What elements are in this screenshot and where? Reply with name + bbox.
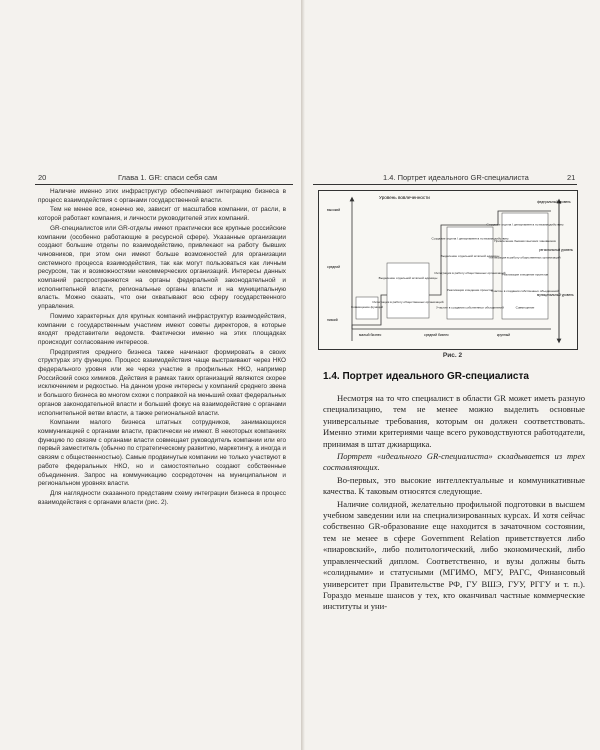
y-axis-title: Уровень вовлеченности [379,195,430,200]
y-level-label: низкий [327,318,338,322]
left-paragraph: GR-специалистов или GR-отделы имеют практически все крупные российские компании (особенно работающие в ресурсной сфере). Указанные организации создают большие отделы по взаимодействию, привлекают на работу бывших чиновников, при этом они имеют больше возможностей для организации системного процесса взаимодействия, так как могут пользоваться как личным ресурсом, так и возможностями некоммерческих организаций. Интересы данных компаний распространяются на органы федеральной законодательной и исполнительной власти, региональные органы власти и на муниципальную власть. Можно сказать, что они охватывают всю сферу государственного управления. [38,224,286,311]
diagram-node-label: Создание отдела / департамента по взаимодействию [431,236,509,241]
left-body-text [38,188,286,508]
diagram-node-label: Участие в создании собственных объединений [491,289,559,293]
right-level-label: муниципальный уровень [537,293,574,297]
column1-labels [351,305,383,309]
x-level-label: малый бизнес [359,333,382,337]
left-paragraph: Наличие именно этих инфраструктур обеспечивают интеграцию бизнеса в процесс взаимодействия с органами государственной власти. [38,188,286,204]
column2-box [387,263,429,318]
left-paragraph: Для наглядности сказанного представим схему интеграции бизнеса в процесс взаимодействия с органами власти (рис. 2). [38,489,286,506]
section-title: 1.4. Портрет идеального GR-специалиста [323,371,529,382]
left-paragraph: Помимо характерных для крупных компаний инфраструктур взаимодействия, компании с государственным участием имеют советы директоров, в которые входят представители ведомств. Фактически именно на этих площадках происходит согласование интересов. [38,312,286,346]
right-level-label: федеральный уровень [537,200,571,204]
integration-diagram [318,190,578,350]
diagram-node-label: Интеграция в работу общественных организаций [372,300,444,304]
left-header-rule [35,184,293,185]
right-paragraph: Наличие солидной, желательно профильной подготовки в высшем учебном заведении или на специализированных курсах. И хотя сейчас собственно GR-образование еще находится в зачаточном состоянии, тем не менее в сфере Government Relation приветствуется либо «пиаровский», либо политологический, либо экономический, либо управленческий диплом. Соответственно, и вузы должны быть «солидными» и статусными (МГИМО, МГУ, РАГС, Финансовый университет при Правительстве РФ, ГУ ВШЭ, ГУУ, РГГУ и т. п.). Гораздо меньше шансов у тех, кто оканчивал частные коммерческие институты и уни- [323,498,585,612]
left-page-number: 20 [38,173,47,182]
right-page [305,0,600,750]
right-page-number: 21 [567,173,576,182]
right-body-text [323,393,585,614]
diagram-canvas [319,191,577,349]
x-level-label: крупный [497,333,511,337]
diagram-node-label: Участие в создании собственных объединений [436,305,504,310]
right-header-rule [313,184,577,185]
figure-caption: Рис. 2 [442,352,463,359]
right-level-label: региональный уровень [539,248,573,252]
x-level-label: средний бизнес [424,333,449,337]
left-paragraph: Тем не менее все, конечно же, зависит от масштабов компании, от расли, в которой работает компания, и личности руководителей этих компаний. [38,206,286,223]
diagram-node-label: Совмещение функций [350,305,384,309]
diagram-node-label: Создание отдела / департамента по взаимодействию [486,222,564,227]
left-paragraph: Компании малого бизнеса штатных сотрудников, занимающихся коммуникацией с органами власти, практически не имеют. В некоторых компаниях функцию по связям с органами власти совмещает руководитель компании или его первый заместитель (обычно по стратегическому развитию, маркетингу, а иногда и связям с общественностью). Самые продвинутые компании не только участвуют в работе федеральных НКО, но и самостоятельно создают собственные объединения. Запрос на коммуникацию сосредоточен на муниципальном и региональном уровнях власти. [38,419,286,488]
y-level-label: средний [327,265,341,269]
diagram-node-label: Реализация и ведение проектов [446,288,494,293]
diagram-node-label: Совмещение [515,305,535,310]
diagram-node-label: Реализация и ведение проектов [501,272,549,277]
y-level-label: высокий [327,208,341,212]
left-paragraph: Предприятия среднего бизнеса также начинают формировать в своих структурах эту функцию. Процесс взаимодействия чаще выстраивают через НКО федерального уровня или же через участие в профильных НКО, например Российский союз химиков. Действия в рамках таких организаций являются скорее исключением и редкостью. На данном уроне интересы у компаний среднего звена и большого бизнеса во многом схожи с поправкой на меньший охват федеральных органов законодательной власти и больший фокус на взаимодействие с органами исполнительной ветви власти, а также региональной власти. [38,348,286,417]
left-running-header: Глава 1. GR: спаси себя сам [118,173,218,182]
diagram-node-label: Выделение отдельной штатной единицы [378,276,438,280]
diagram-node-label: Интеграция в работу общественных организаций [489,255,561,260]
right-paragraph: Несмотря на то что специалист в области GR может иметь разную специализацию, тем не менее можно выделить основные универсальные требования, которым он должен соответствовать. Именно этими критериями чаще всего руководствуются работодатели, принимая в штат джиарщика. [323,393,585,449]
diagram-node-label: Выделение отдельной штатной единицы [440,253,500,258]
diagram-node-label: Интеграция в работу общественных организаций [434,271,506,275]
right-paragraph: Портрет «идеального GR-специалиста» складывается из трех составляющих. [323,451,585,473]
right-running-header: 1.4. Портрет идеального GR-специалиста [383,173,529,182]
right-paragraph: Во-первых, это высокие интеллектуальные и коммуникативные качества. К таковым относятся следующие. [323,474,585,497]
diagram-node-label: Привлечение бывших высоких чиновников [494,239,556,243]
column4-box [502,213,548,319]
